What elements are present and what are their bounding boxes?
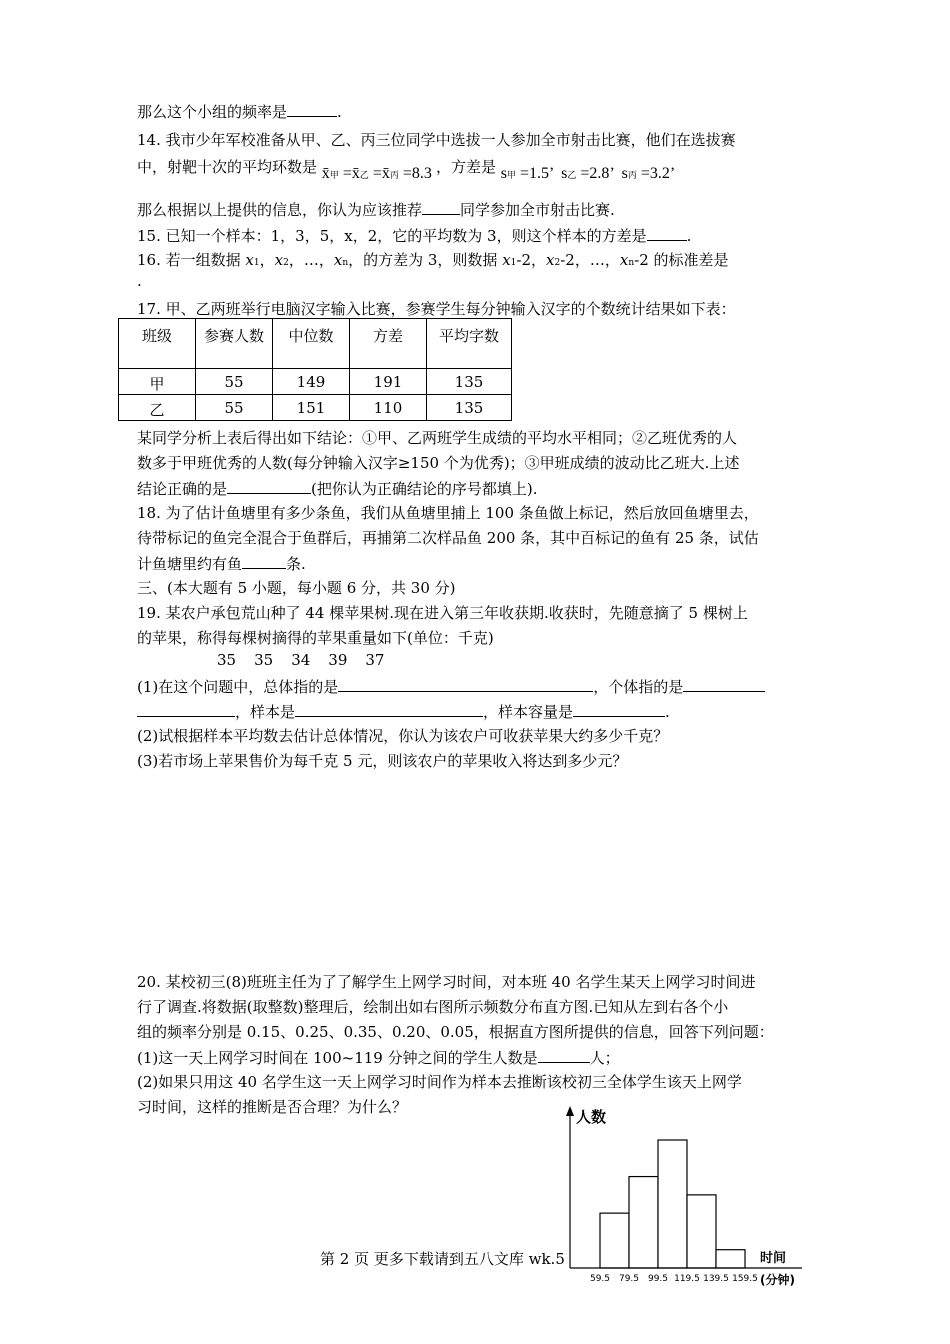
- y-axis-label: 人数: [576, 1108, 607, 1126]
- q16: 16. 若一组数据 x1，x2，…，xn，的方差为 3，则数据 x1-2，x2-2，…，xn-2 的标准差是: [137, 251, 729, 269]
- x-tick-label: 79.5: [618, 1274, 640, 1284]
- frequency-histogram: [540, 1100, 820, 1290]
- x-axis-label: 时间: [760, 1251, 787, 1266]
- table-header: 参赛人数: [196, 319, 273, 369]
- table-header: 方差: [350, 319, 427, 369]
- q17-intro: 17. 甲、乙两班举行电脑汉字输入比赛，参赛学生每分钟输入汉字的个数统计结果如下表：: [137, 300, 736, 318]
- q19-p1-line2: ，样本是 ，样本容量是 .: [137, 702, 670, 721]
- q20-line1: 20. 某校初三(8)班班主任为了了解学生上网学习时间，对本班 40 名学生某天上网学习时间进: [137, 973, 756, 991]
- q14-line3: 那么根据以上提供的信息，你认为应该推荐 同学参加全市射击比赛.: [137, 201, 615, 219]
- q20-p2-line1: (2)如果只用这 40 名学生这一天上网学习时间作为样本去推断该校初三全体学生该天上网学: [137, 1073, 742, 1091]
- x-tick-label: 119.5: [674, 1274, 700, 1284]
- q18-line3: 计鱼塘里约有鱼 条.: [137, 555, 306, 573]
- variance-formula: s甲 =1.5’ s乙 =2.8’ s丙 =3.2’: [500, 165, 676, 182]
- q20-p2-line2: 习时间，这样的推断是否合理？为什么？: [137, 1098, 408, 1116]
- q15: 15. 已知一个样本：1，3，5，x，2，它的平均数为 3，则这个样本的方差是 .: [137, 227, 692, 245]
- histogram-bar: [716, 1250, 745, 1268]
- histogram-bar: [658, 1140, 687, 1268]
- q19-line1: 19. 某农户承包荒山种了 44 棵苹果树.现在进入第三年收获期.收获时，先随意摘了 5 棵树上: [137, 604, 748, 622]
- q16-dot: .: [137, 272, 142, 290]
- table-header: 班级: [119, 319, 196, 369]
- q18-line2: 待带标记的鱼完全混合于鱼群后，再捕第二次样品鱼 200 条，其中百标记的鱼有 25 条，试估: [137, 529, 759, 547]
- stats-table: [118, 318, 512, 421]
- histogram-bar: [629, 1177, 658, 1268]
- q13-tail: 那么这个小组的频率是 .: [137, 103, 342, 121]
- table-header-row: [119, 319, 512, 369]
- section-heading: 三、(本大题有 5 小题，每小题 6 分，共 30 分): [137, 579, 456, 597]
- q18-line1: 18. 为了估计鱼塘里有多少条鱼，我们从鱼塘里捕上 100 条鱼做上标记，然后放回鱼塘里去，: [137, 504, 759, 522]
- x-tick-label: 139.5: [703, 1274, 729, 1284]
- histogram-bar: [600, 1213, 629, 1268]
- table-header: 平均字数: [427, 319, 512, 369]
- q19-p1-line1: (1)在这个问题中，总体指的是 ，个体指的是: [137, 677, 765, 696]
- page-footer: 第 2 页 更多下载请到五八文库 wk.5: [320, 1250, 565, 1268]
- q20-p1: (1)这一天上网学习时间在 100~119 分钟之间的学生人数是 人；: [137, 1049, 620, 1067]
- histogram-bar: [687, 1195, 716, 1268]
- table-row: 乙 55 151 110 135: [119, 395, 512, 421]
- q17-after3: 结论正确的是 (把你认为正确结论的序号都填上).: [137, 480, 538, 498]
- q19-p2: (2)试根据样本平均数去估计总体情况，你认为该农户可收获苹果大约多少千克？: [137, 727, 669, 745]
- x-tick-label: 99.5: [647, 1274, 669, 1284]
- q17-after2: 数多于甲班优秀的人数(每分钟输入汉字≥150 个为优秀)；③甲班成绩的波动比乙班大.上述: [137, 454, 740, 472]
- q20-line3: 组的频率分别是 0.15、0.25、0.35、0.20、0.05，根据直方图所提供的信息，回答下列问题：: [137, 1023, 774, 1041]
- x-axis-unit: (分钟): [760, 1273, 795, 1287]
- x-tick-label: 59.5: [589, 1274, 611, 1284]
- table-header: 中位数: [273, 319, 350, 369]
- q17-after1: 某同学分析上表后得出如下结论：①甲、乙两班学生成绩的平均水平相同；②乙班优秀的人: [137, 429, 738, 447]
- mean-formula: x̄甲 =x̄乙 =x̄丙 =8.3: [321, 165, 432, 182]
- q20-line2: 行了调查.将数据(取整数)整理后，绘制出如右图所示频数分布直方图.已知从左到右各个小: [137, 998, 729, 1016]
- q19-p3: (3)若市场上苹果售价为每千克 5 元，则该农户的苹果收入将达到多少元？: [137, 752, 628, 770]
- q14-line1: 14. 我市少年军校准备从甲、乙、丙三位同学中选拔一人参加全市射击比赛，他们在选拔赛: [137, 131, 736, 149]
- q14-line2: 中，射靶十次的平均环数是 x̄甲 =x̄乙 =x̄丙 =8.3 ，方差是 s甲 =1.5’ s乙 =2.8’ s丙 =3.2’: [137, 158, 676, 182]
- q19-line2: 的苹果，称得每棵树摘得的苹果重量如下(单位：千克): [137, 629, 494, 647]
- sample-values: 35 35 34 39 37: [217, 651, 385, 669]
- y-axis-arrow-icon: [566, 1106, 574, 1116]
- table-row: 甲 55 149 191 135: [119, 369, 512, 395]
- x-tick-label: 159.5: [732, 1274, 758, 1284]
